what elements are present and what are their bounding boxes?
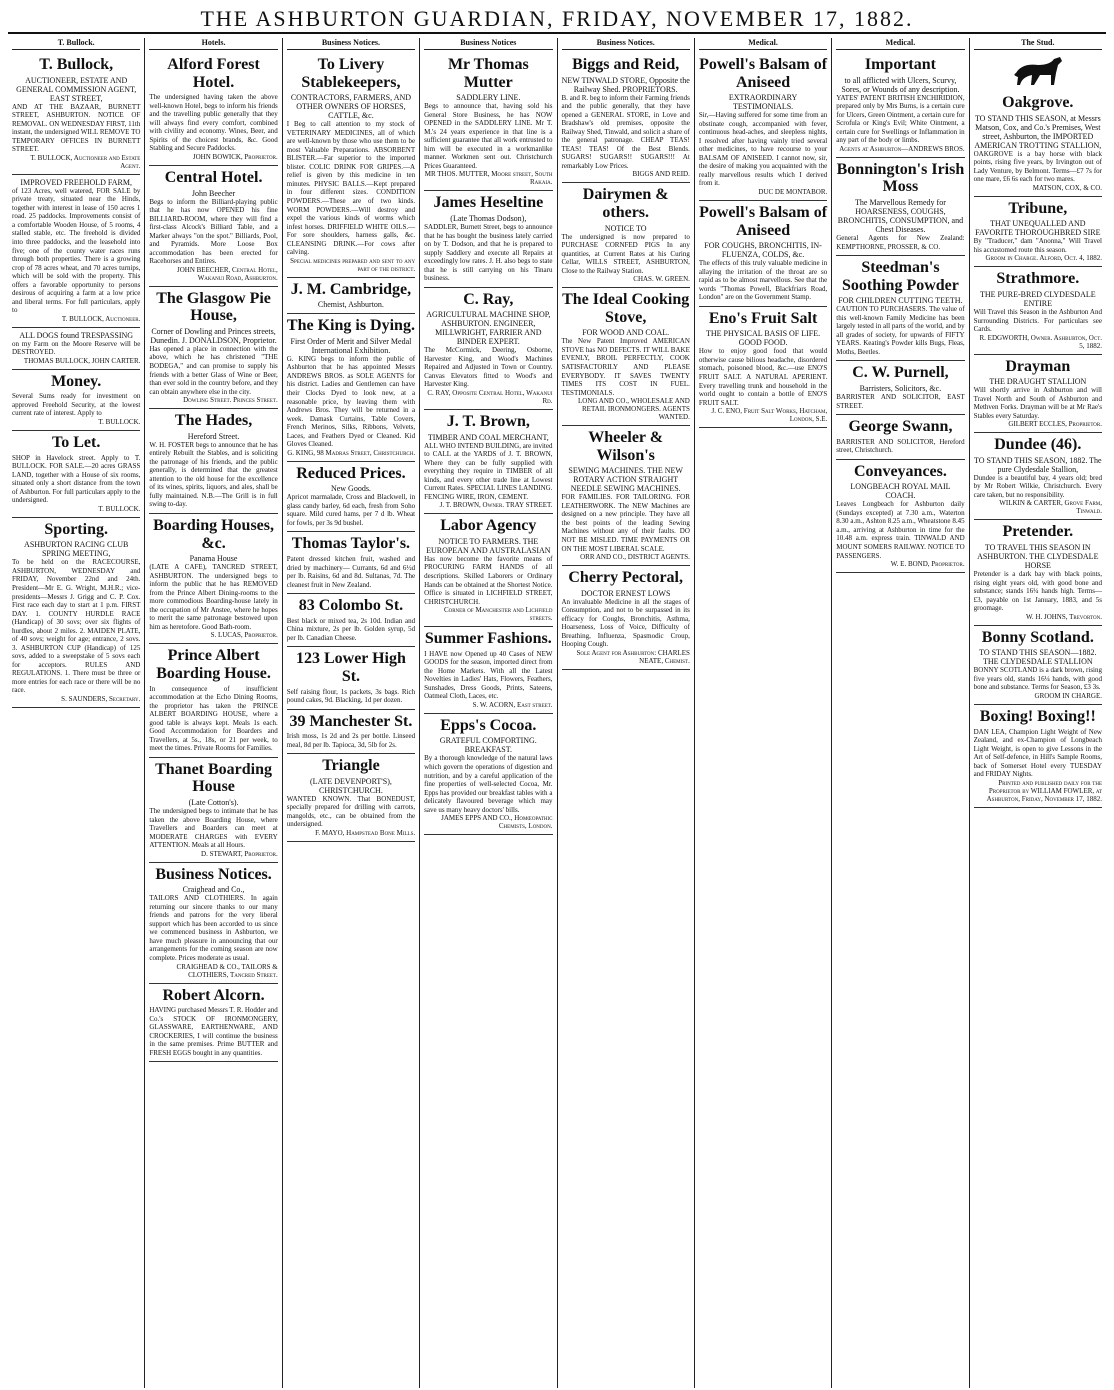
ad-subtitle: THE PHYSICAL BASIS OF LIFE. GOOD FOOD. [705,329,821,348]
masthead [8,6,1106,34]
advertisement [836,415,964,460]
advertisement [287,710,415,755]
ad-signature: S. LUCAS, Proprietor. [210,631,278,640]
ad-title: George Swann, [848,418,953,436]
ad-body: Dundee is a beautiful bay, 4 years old; bred by Mr Robert Wilkie, Christchurch. Every care taken, but no responsibility. [973,473,1102,499]
ad-body: Begs to announce that, having sold his General Store Business, he has NOW OPENED in the SADDLERY LINE. Mr T. M.'s 24 years experience in that line is a sufficient guarantee that all work entrusted to him will be executed in a workmanlike manner. Workmen sent out. Christchurch Prices Guaranteed. [424,102,553,170]
ad-signature: F. MAYO, Hampstead Bone Mills. [315,828,416,837]
advertisement [836,361,964,415]
ad-signature: T. BULLOCK. [98,418,141,426]
ad-body: I Beg to call attention to my stock of VETERINARY MEDICINES, all of which are well-known by those who use them to be most Valuable Preparations. ABSORBENT BLISTER.—Far superior to the imported blister. COLIC DRINK FOR GRIPES.—A relief is given by this medicine in ten minutes. PHYSIC BALLS.—Kept prepared in four different sizes. CONDITION POWDERS.—These are of two kinds. WORM POWDERS.—Will destroy and expel the various kinds of worms which infest horses. DRIFFIELD WHITE OILS.—For sore shoulders, harness galls, &c. CLEANSING DRINK.—For cows after calving. [286,120,416,257]
ad-body: on my Farm on the Moore Reserve will be DESTROYED. [12,339,141,357]
columns [8,38,1106,1388]
ad-signature: WILKIN & CARTER, Grove Farm, Tinwald. [999,499,1102,516]
ad-subtitle: Chemist, Ashburton. [317,300,384,310]
ad-subtitle: (LATE DEVENPORT'S), CHRISTCHURCH. [310,776,392,795]
ad-signature: MR THOS. MUTTER, Moore street, South Rakaia. [424,170,553,187]
ad-signature: Special medicines prepared and sent to any part of the district. [290,256,416,273]
ad-subtitle: AUCTIONEER, ESTATE AND GENERAL COMMISSION AGENT, EAST STREET, [16,75,137,103]
advertisement [974,433,1102,520]
ad-title: The King is Dying. [286,317,415,335]
advertisement [424,514,552,627]
advertisement [562,426,690,566]
ad-body: ALL WHO INTEND BUILDING, are invited to CALL at the YARDS of J. T. BROWN, Where they can be fully supplied with everything they require in TIMBER of all kinds, and every other trade line at Lowest Current Rates. SPECIAL LINES LANDING. FENCING WIRE, IRON, CEMENT. [424,441,553,501]
ad-body: In consequence of insufficient accommodation at the Echo Dining Rooms, the proprietor has taken the PRINCE ALBERT BOARDING HOUSE, where a good table is always kept. Meals 1s each. Good Accommodation for Boarders and Travellers, at 5s., 18s, or 21 per week, to meet the times. Private Rooms for Families. [149,684,278,753]
ad-title: Money. [51,372,102,390]
ad-body: General Agents for New Zealand: KEMPTHORNE, PROSSER, & CO. [836,233,965,251]
ad-signature: LONG AND CO., WHOLESALE AND RETAIL IRONMONGERS. AGENTS WANTED. [578,397,690,422]
advertisement [699,53,827,201]
ad-body: (LATE A CAFE), TANCRED STREET, ASHBURTON. The undersigned begs to inform the public that he has REMOVED from the Prince Albert Dining-rooms to the more commodious Boarding-house lately in the occupation of Mr Anstee, where he hopes to merit the same patronage bestowed upon him as heretofore. Good Bath-room. [149,563,278,631]
ad-title: Important [864,56,936,73]
ad-signature: JOHN BEECHER, Central Hotel, Wakanui Road, Ashburton. [177,265,278,282]
ad-body: SHOP in Havelock street. Apply to T. BULLOCK. FOR SALE.—20 acres GRASS LAND, together with a House of six rooms, situated only a short distance from the town of Ashburton. For full particulars apply to the undersigned. [12,453,141,505]
ad-title: James Heseltine [433,194,544,212]
ad-subtitle: Corner of Dowling and Princes streets, Dunedin. J. DONALDSON, Proprietor. [150,326,277,345]
ad-title: C. W. Purnell, [852,364,949,382]
ad-body: of 123 Acres, well watered, FOR SALE by private treaty, situated near the Hinds, together with interest in lease of 150 acres 1 road. 25 paddocks. Improvements consist of a comfortable Wooden House, of 5 rooms, 4 stalled stable, etc. The freehold is divided into three paddocks, and the leasehold into five; one of the county water races runs through both properties. There is a growing crop of 78 acres wheat, and 70 acres turnips, which will be sold with the property. This offers a favorable opportunity to persons desirous of acquiring a farm at a low price and liberal terms. For full particulars, apply to [12,186,141,315]
ad-body: The effects of this truly valuable medicine in allaying the irritation of the throat are so rapid as to be almost marvellous. See that the words "Thomas Powell, Blackfriars Road, London" are on the Government Stamp. [698,259,828,302]
ad-title: Sporting. [44,520,108,538]
ad-subtitle: ALL DOGS found TRESPASSING [19,330,134,340]
ad-subtitle: NOTICE TO [604,223,647,233]
ad-title: Dundee (46). [994,436,1082,454]
ad-signature: Agents at Ashburton—ANDREWS BROS. [839,144,965,153]
ad-body: DAN LEA, Champion Light Weight of New Zealand, and ex-Champion of Longbeach Light Weight, is open to give Lessons in the Art of Self-defence, in Hill's Sample Rooms, back of Somerset Hotel every TUESDAY and FRIDAY Nights. [973,727,1102,779]
ad-subtitle: SEWING MACHINES. THE NEW ROTARY ACTION STRAIGHT NEEDLE SEWING MACHINES. [568,466,683,494]
ad-body: Patent dressed kitchen fruit, washed and dried by machinery— Currants, 6d and 6½d per lb. Raisins, 6d and 8d. Sultanas, 7d. The cleanest fruit in New Zealand. [286,555,416,589]
ad-subtitle: (Late Thomas Dodson), [450,214,527,224]
ad-body: Apricot marmalade, Cross and Blackwell, in glass candy barley, 6d each, fresh from Soho square. Mild cured hams, per 7 d lb. Wheat for fowls, per 3s 9d bushel. [286,493,416,527]
ad-title: To Livery Stablekeepers, [301,56,401,91]
advertisement [562,53,690,183]
ad-title: Pretender. [1002,523,1074,541]
advertisement [974,197,1102,268]
ad-subtitle: AGRICULTURAL MACHINE SHOP, ASHBURTON. ENGINEER, MILLWRIGHT, FARRIER AND BINDER EXPERT. [426,310,551,347]
ad-title: Dairymen & others. [582,186,669,221]
ad-subtitle: EXTRAORDINARY TESTIMONIALS. [728,93,798,112]
ad-title: Powell's Balsam of Aniseed [699,56,828,91]
ad-title: Oakgrove. [1002,94,1074,111]
ad-title: Cherry Pectoral, [568,569,683,587]
ad-body: B. and R. beg to inform their Farming friends and the public generally, that they have opened a GENERAL STORE, in Love and Bradshaw's old premises, opposite the Railway Shed, Tinwald, and solicit a share of the general patronage. CHEAP TEAS! TEAS! TEAS! Of the Best Blends. SUGARS! SUGARS!! SUGARS!!! At remarkably Low Prices. [561,93,690,170]
ad-subtitle: NOTICE TO FARMERS. THE EUROPEAN AND AUSTRALASIAN [426,536,551,555]
ad-title: Boarding Houses, &c. [153,516,275,552]
ad-title: C. Ray, [463,290,514,308]
ad-body: How to enjoy good food that would otherwise cause bilious headache, disordered stomach, poisoned blood, &c.—use ENO'S FRUIT SALT. A NATURAL APERIENT. Every travelling trunk and household in the world ought to contain a bottle of ENO'S FRUIT SALT. [698,347,828,407]
ad-title: 83 Colombo St. [298,597,404,615]
advertisement [562,183,690,288]
ad-subtitle: New Goods. [330,484,371,494]
ad-signature: BIGGS AND REID. [632,170,690,179]
advertisement [149,166,277,287]
ad-subtitle: NEW TINWALD STORE, Opposite the Railway Shed. PROPRIETORS. [561,75,690,94]
ad-signature: J. C. ENO, Fruit Salt Works, Hatcham, London, S.E. [711,407,828,424]
ad-body: SADDLER, Burnett Street, begs to announce that he has bought the business lately carried on by T. Dodson, and that he is prepared to supply Saddlery and execute all Repairs at exceedingly low rates. J. H. also begs to state that he is still carrying on his Tinaru business. [424,223,553,283]
ad-title: 123 Lower High St. [295,650,406,685]
advertisement [149,644,277,757]
advertisement [836,158,964,256]
advertisement [424,53,552,191]
advertisement [12,53,140,175]
advertisement [699,201,827,307]
ad-subtitle: TO STAND THIS SEASON, at Messrs Matson, Cox, and Co.'s Premises, West street, Ashburton, the IMPORTED AMERICAN TROTTING STALLION, [974,113,1102,150]
ad-title: Labor Agency [440,517,537,535]
advertisement [424,714,552,835]
column-header: T. Bullock. [12,38,140,50]
ad-title: The Hades, [174,412,253,430]
ad-body: CAUTION TO PURCHASERS. The value of this well-known Family Medicine has been largely tested in all parts of the world, and by all grades of society, for upwards of FIFTY YEARS. Keating's Powder kills Bugs, Fleas, Moths, Beetles. [836,305,965,356]
ad-title: Tribune, [1008,199,1068,217]
ad-subtitle: (Late Cotton's). [188,798,239,808]
ad-body: By a thorough knowledge of the natural laws which govern the operations of digestion and nutrition, and by a careful application of the fine properties of well-selected Cocoa, Mr. Epps has provided our breakfast tables with a delicately flavoured beverage which may save us many heavy doctors' bills. [424,754,553,814]
ad-subtitle: THAT UNEQUALLED AND FAVORITE THOROUGHBRED SIRE [975,219,1101,238]
ad-signature: Sole Agent for Ashburton: CHARLES NEATE, Chemist. [576,648,690,665]
ad-signature: DUC DE MONTABOR. [758,187,828,196]
ad-body: The New Patent Improved AMERICAN STOVE has NO DEFECTS. IT WILL BAKE EVENLY, BROIL PERFECTLY, COOK SATISFACTORILY AND PLEASE EVERYBODY. IT SAVES TWENTY TIMES ITS COST IN FUEL. TESTIMONIALS. [561,337,690,397]
ad-body: Self raising flour, 1s packets, 3s bags. Rich pound cakes, 9d. Blacking, 1d per dozen. [286,687,416,705]
column-5 [558,38,695,1388]
ad-subtitle: Barristers, Solicitors, &c. [859,384,942,393]
ad-subtitle: IMPROVED FREEHOLD FARM, [20,177,132,187]
ad-subtitle: THE PURE-BRED CLYDESDALE ENTIRE [979,289,1096,308]
ad-subtitle: TO STAND THIS SEASON—1882. THE CLYDESDALE STALLION [979,648,1097,667]
ad-title: Thanet Boarding House [155,760,273,796]
ad-signature: S. SAUNDERS, Secretary. [61,694,141,703]
masthead-title: THE ASHBURTON GUARDIAN, FRIDAY, NOVEMBER 17, 1882. [200,6,914,31]
advertisement [836,460,964,573]
ad-signature: ORR AND CO., DISTRICT AGENTS. [580,553,690,562]
ad-signature: T. BULLOCK, Auctioneer and Estate Agent. [30,153,141,170]
ad-signature: W. H. JOHNS, Trevorton. [1025,612,1102,621]
ad-title: Drayman [1005,357,1071,375]
ad-title: J. T. Brown, [446,413,530,430]
ad-body: FOR FAMILIES. FOR TAILORING. FOR LEATHERWORK. The NEW Machines are designed on a new principle. They have all the best points of the leading Sewing Machines without any of their faults. DO NOT BE MISLED. TIME PAYMENTS OR ON THE MOST LIBERAL SCALE. [561,493,690,553]
column-7 [832,38,969,1388]
column-2 [145,38,282,1388]
ad-body: Will shortly arrive in Ashburton and will Travel North and South of Ashburton and Methven Forks. Drayman will be at Mr Rae's Stables every Saturday. [973,386,1102,420]
ad-title: Conveyances. [853,462,947,480]
ad-body: The undersigned begs to intimate that he has taken the above Boarding House, where Travellers and Boarders can meet at MODERATE CHARGES with EVERY ATTENTION. Meals at all Hours. [149,807,278,850]
ad-title: Central Hotel. [164,168,263,186]
advertisement [974,91,1102,197]
advertisement [562,288,690,426]
ad-body: I HAVE now Opened up 40 Cases of NEW GOODS for the season, imported direct from the Home Markets. With all the Latest Novelties in Ladies' Hats, Flowers, Feathers, Sunshades, Dress Goods, Prints, Sateens, Oatmeal Cloth, Laces, etc. [424,649,553,701]
advertisement [287,532,415,594]
ad-title: Powell's Balsam of Aniseed [699,203,828,239]
ad-signature: JAMES EPPS AND CO., Homœopathic Chemists, London. [441,814,553,831]
column-3 [283,38,420,1388]
advertisement [149,758,277,863]
ad-signature: Corner of Manchester and Lichfield streets. [443,606,553,623]
advertisement [974,520,1102,625]
ad-subtitle: Craighead and Co., [182,885,245,895]
advertisement [149,984,277,1063]
advertisement [974,705,1102,808]
ad-title: Reduced Prices. [296,464,406,482]
ad-title: Business Notices. [155,865,272,883]
advertisement [836,53,964,158]
ad-body: Has opened a place in connection with the above, which he has christened "THE BODEGA," and can promise to supply his friends with a better Glass of Wine or Beer, than ever sold in the country before, and they can obtain anywhere else in the city. [149,344,278,396]
ad-title: Bonny Scotland. [981,628,1094,646]
ad-signature: THOMAS BULLOCK, JOHN CARTER. [23,356,141,365]
ad-subtitle: FOR COUGHS, BRONCHITIS, IN-FLUENZA, COLDS, &c. [704,241,822,260]
advertisement [12,175,140,328]
ad-body: The undersigned having taken the above well-known Hotel, begs to inform his friends and the travelling public generally that they will always find every comfort, combined with civility and economy. Wines, Beer, and Spirits of the choicest brands, &c. Good Stabling and Secure Paddocks. [149,93,278,153]
advertisement [149,287,277,409]
advertisement [149,53,277,166]
advertisement [12,518,140,708]
ad-subtitle: SADDLERY LINE. [456,93,521,103]
advertisement [149,409,277,514]
ad-title: Biggs and Reid, [572,56,680,73]
ad-body: AND AT THE BAZAAR, BURNETT STREET, ASHBURTON. NOTICE OF REMOVAL. ON WEDNESDAY FIRST, 11th instant, the undersigned WILL REMOVE TO TEMPORARY OFFICES IN BURNETT STREET. [12,102,141,154]
ad-subtitle: TIMBER AND COAL MERCHANT, [427,432,549,442]
advertisement [974,355,1102,434]
ad-title: Robert Alcorn. [162,986,265,1004]
ad-body: YATES' PATENT BRITISH ENCHIRIDION, prepared only by Mrs Burns, is a certain cure for Ulcers, Green Ointment, a certain cure for Scrofula or King's Evil; White Ointment, a certain cure for Swellings or Inflammation in any part of the body or limbs. [836,93,965,145]
ad-title: Eno's Fruit Salt [708,309,818,327]
ad-subtitle: ASHBURTON RACING CLUB SPRING MEETING, [24,540,129,559]
ad-title: 39 Manchester St. [289,712,413,730]
ad-body: Begs to inform the Billiard-playing public that he has now OPENED his fine BILLIARD-ROOM, where they will find a first-class Alcock's Billiard Table, and a Marker always "on the spot." Billiards, Pool, and Pyramids. More Loose Box accommodation has been erected for Racehorses and Entires. [149,197,278,266]
advertisement [12,370,140,431]
advertisement [287,594,415,647]
ad-title: Mr Thomas Mutter [447,56,529,91]
ad-title: T. Bullock, [39,56,114,73]
ad-title: J. M. Cambridge, [290,280,412,298]
ad-subtitle: FOR CHILDREN CUTTING TEETH. [838,296,963,306]
ad-title: Bonnington's Irish Moss [836,160,965,196]
ad-title: To Let. [52,434,101,451]
ad-signature: CHAS. W. GREEN. [633,275,690,284]
advertisement [699,307,827,428]
ad-body: Several Sums ready for investment on approved Freehold Security, at the lowest current rate of interest. Apply to [12,392,141,418]
advertisement [287,53,415,278]
ad-title: Boxing! Boxing!! [979,707,1096,725]
column-4 [420,38,557,1388]
ad-body: BARRISTER AND SOLICITOR, EAST STREET. [836,393,965,410]
column-6 [695,38,832,1388]
ad-subtitle: Hereford Street. [187,431,240,441]
advertisement [287,314,415,461]
advertisement [12,431,140,518]
ad-body: Pretender is a dark bay with black points, rising eight years old, with good bone and substance; stands 16¼ hands high. Terms—£3, payable on 1st January, 1883, and 5s groomage. [973,570,1102,613]
ad-signature: W. E. BOND, Proprietor. [890,560,965,569]
horse-icon [1008,53,1068,89]
ad-body: OAKGROVE is a bay horse with black points, rising five years, by Irvington out of Lady Venture, by Belmont. Terms—£7 7s for one mare, £6 6s each for two mares. [973,149,1102,184]
ad-subtitle: First Order of Merit and Silver Medal International Exhibition. [290,336,412,355]
advertisement [424,191,552,287]
ad-signature: D. STEWART, Proprietor. [201,849,278,858]
ad-signature: Dowling Street. Princes Street. [183,396,278,405]
ad-signature: J. T. BROWN, Owner. TRAY STREET. [439,501,553,510]
ad-title: Summer Fashions. [424,630,552,648]
column-header: Business Notices. [287,38,415,50]
ad-body: The undersigned is now prepared to PURCHASE CORNFED PIGS In any quantities, at Current Rates at his Curing Cellar, WILLS STREET, ASHBURTON, Close to the Railway Station. [561,232,690,275]
ad-body: Sir,—Having suffered for some time from an obstinate cough, accompanied with fever, continuous head-aches, and sleepless nights, I resolved after having vainly tried several other medicines, to have recourse to your BALSAM OF ANISEED. I cannot now, sir, the desire of making you acquainted with the really marvellous results which I derived from it. [698,111,828,188]
advertisement [287,278,415,315]
advertisement [12,328,140,370]
column-header: Medical. [836,38,964,50]
advertisement [149,863,277,984]
ad-body: Will Travel this Season in the Ashburton And Surrounding Districts. For particulars see Cards. [973,307,1102,334]
ad-body: An invaluable Medicine in all the stages of Consumption, and not to be surpassed in its efficacy for Coughs, Bronchitis, Asthma, Hoarseness, Loss of Voice, Difficulty of Breathing, Influenza, Spasmodic Croup, Hooping Cough. [561,597,690,649]
advertisement [424,627,552,714]
ad-signature: G. KING, 98 Madras Street, Christchurch. [287,448,416,457]
ad-subtitle: TO STAND THIS SEASON, 1882. The pure Clydesdale Stallion, [974,455,1102,474]
ad-signature: C. RAY, Opposite Central Hotel, Wakanui Rd. [427,389,553,405]
advertisement [836,256,964,361]
ad-signature: T. BULLOCK. [98,504,141,513]
ad-subtitle: LONGBEACH ROYAL MAIL COACH. [850,482,951,501]
ad-subtitle: GRATEFUL COMFORTING. BREAKFAST. [439,736,537,755]
ad-subtitle: John Beecher [191,188,236,198]
column-header: The Stud. [974,38,1102,50]
ad-body: BONNY SCOTLAND is a dark brown, rising five years old, stands 16¼ hands, with good bone and substance. Terms for Season, £3 3s. [973,666,1102,692]
ad-title: The Glasgow Pie House, [156,289,271,325]
ad-title: Strathmore. [996,270,1080,288]
ad-body: Leaves Longbeach for Ashburton daily (Sundays excepted) at 7.30 a.m., Waterton 8.30 a.m., Ashton 8.25 a.m., Wheatstone 8.45 a.m., arriving at Ashburton in time for the 10.48 a.m. express train. TINWALD AND MOUNT SOMERS RAILWAY. NOTICE TO PASSENGERS. [836,500,965,560]
column-header: Business Notices [424,38,552,50]
ad-subtitle: The Marvellous Remedy for HOARSENESS, COUGHS, BRONCHITIS, CONSUMPTION, and Chest Diseases. [837,197,964,234]
advertisement [287,754,415,842]
ad-signature: R. EDGWORTH, Owner. Ashburton, Oct. 5, 1882. [979,333,1102,350]
advertisement [424,410,552,514]
column-header: Medical. [699,38,827,50]
ad-body: By "Traducer," dam "Anonna," Will Travel his accustomed route this season. [973,237,1102,254]
ad-signature: JOHN BOWICK, Proprietor. [192,152,278,161]
ad-title: Triangle [322,757,380,775]
ad-subtitle: FOR WOOD AND COAL. [582,328,670,338]
ad-signature: Printed and published daily for the Proprietor by WILLIAM FOWLER, at Ashburton, Friday, November 17, 1882. [986,778,1102,803]
column-1 [8,38,145,1388]
ad-subtitle: DOCTOR ERNEST LOWS [580,588,671,598]
ad-subtitle: to all afflicted with Ulcers, Scurvy, Sores, or Wounds of any description. [841,75,960,94]
ad-signature: GILBERT ECCLES, Proprietor. [1008,420,1102,429]
advertisement [974,267,1102,354]
advertisement [149,514,277,644]
ad-body: W. H. FOSTER begs to announce that he has entirely Rebuilt the Stables, and is soliciting the patronage of his friends, and the public generally, is determined that the greatest attention to the old house for the excellence of its wines, spirits, liquors, and ales, shall be fully maintained. N.B.—The Grill is in full swing to-day. [149,440,278,509]
ad-signature: MATSON, COX, & CO. [1032,183,1102,192]
advertisement [287,647,415,709]
advertisement [287,462,415,533]
ad-signature: GROOM IN CHARGE. [1034,691,1102,700]
ad-subtitle: Panama House [189,554,238,564]
ad-title: Prince Albert Boarding House. [156,647,271,682]
ad-title: Steedman's Soothing Powder [841,259,959,294]
ad-body: HAVING purchased Messrs T. R. Hodder and Co.'s STOCK OF IRONMONGERY, GLASSWARE, EARTHENWARE, AND CROCKERIES, I will continue the business in the same premises. Prime BUTTER and FRESH EGGS bought in any quantities. [149,1006,278,1057]
advertisement [424,288,552,410]
advertisement [562,566,690,670]
ad-body: BARRISTER AND SOLICITOR, Hereford street, Christchurch. [836,437,965,455]
ad-title: Alford Forest Hotel. [167,56,260,91]
ad-signature: Groom in Charge. Alford, Oct. 4, 1882. [985,254,1102,263]
ad-title: Thomas Taylor's. [291,535,411,553]
ad-signature: T. BULLOCK, Auctioneer. [61,314,141,323]
ad-title: Epps's Cocoa. [440,716,537,734]
ad-title: The Ideal Cooking Stove, [562,291,690,326]
advertisement [974,626,1102,705]
ad-subtitle: TO TRAVEL THIS SEASON IN ASHBURTON. THE CLYDESDALE HORSE [977,543,1099,571]
ad-title: Wheeler & Wilson's [588,429,664,464]
ad-subtitle: THE DRAUGHT STALLION [989,377,1087,387]
ad-body: TAILORS AND CLOTHIERS. In again returning our sincere thanks to our many friends and patrons for the very liberal support which has been accorded to us since we commenced business in Ashburton, we have much pleasure in announcing that our arrangements for the coming season are now complete. Prices moderate as usual. [149,894,278,962]
ad-body: Best black or mixed tea, 2s 10d. Indian and China mixture, 2s per lb. Golden syrup, 5d per lb. Canadian Cheese. [286,616,416,642]
column-8 [970,38,1106,1388]
ad-signature: CRAIGHEAD & CO., TAILORS & CLOTHIERS, Tancred Street. [176,962,278,979]
column-header: Business Notices. [562,38,690,50]
column-header: Hotels. [149,38,277,50]
ad-body: The McCormick, Deering, Osborne, Harvester King, and Wood's Machines Repaired and Adjusted in Town or Country. Canvas Elevators fitted to Wood's and Harvester King. [424,346,553,389]
ad-body: WANTED KNOWN. That BONEDUST, specially prepared for drilling with carrots, mangolds, etc., can be obtained from the undersigned. [286,794,416,829]
ad-body: To be held on the RACECOURSE, ASHBURTON, WEDNESDAY and FRIDAY, November 22nd and 24th. President—Mr E. G. Wright, M.H.R.; vice-presidents—Messrs J. Grigg and C. P. Cox. First race each day to start at 1 p.m. FIRST DAY. 1. COUNTY HURDLE RACE (Handicap) of 30 sovs; over six flights of hurdles, about 2 miles. 2. MAIDEN PLATE, of 40 sovs; weight for age; entrance, 2 sovs. 3. ASHBURTON CUP (Handicap) of 125 sovs, added to a sweepstake of 5 sovs each for acceptors. RULES AND REGULATIONS. 1. There must be three or more entries for each race or there will be no race. [12,558,141,695]
ad-body: G. KING begs to inform the public of Ashburton that he has appointed Messrs ANDREWS BROS. as SOLE AGENTS for his district. Ladies and Gentlemen can have their Clocks Dyed to look new, at a reasonable price, by leaving them with Andrews Bros. They will be returned in a week. Damask Curtains, Table Covers, French Merinos, Silks, Ribbons, Velvets, Laces, and Feathers Dyed or Cleaned. Kid Gloves Cleaned. [286,354,416,449]
ad-subtitle: CONTRACTORS, FARMERS, AND OTHER OWNERS OF HORSES, CATTLE, &c. [290,93,412,121]
ad-body: Irish moss, 1s 2d and 2s per bottle. Linseed meal, 8d per lb. Tapioca, 3d, 5lb for 2s. [286,732,416,749]
ad-body: Has now become the favorite means of PROCURING FARM HANDS of all descriptions. Skilled Laborers or Ordinary Hands can be obtained at the Shortest Notice. Office is situated in LICHFIELD STREET, CHRISTCHURCH. [424,554,553,606]
ad-signature: S. W. ACORN, East street. [472,700,553,709]
